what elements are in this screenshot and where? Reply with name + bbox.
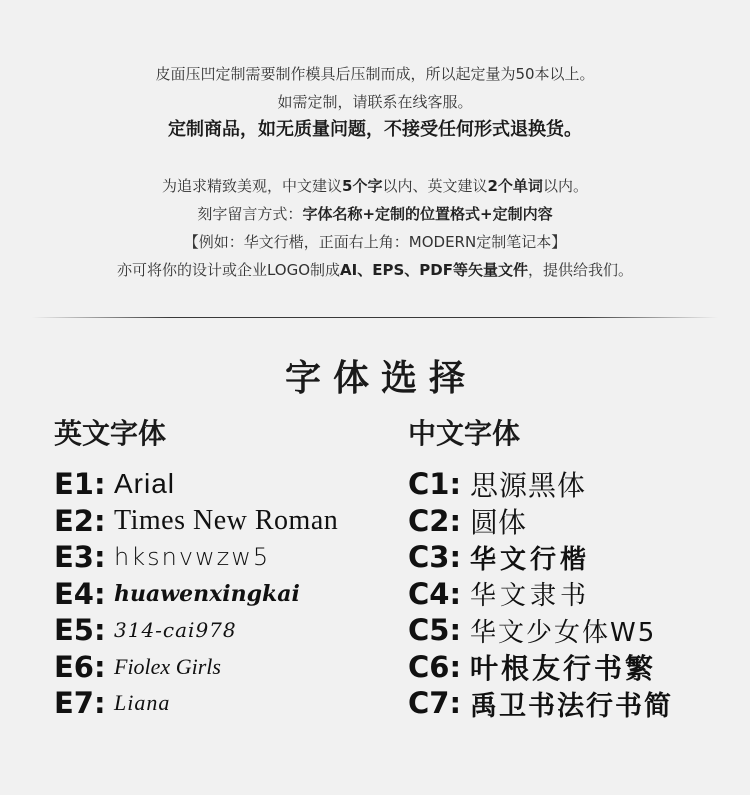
font-option-c2 — [408, 503, 738, 540]
font-option-e7 — [54, 685, 384, 722]
notice-block-custom-order — [0, 64, 750, 142]
font-option-c5 — [408, 612, 738, 649]
notice-moq-line: 皮面压凹定制需要制作模具后压制而成，所以起定量为50本以上。 — [155, 65, 595, 83]
chinese-font-heading: 中文字体 — [408, 417, 521, 450]
font-sample: huawenxingkai — [114, 580, 300, 607]
font-sample: 圆体 — [470, 505, 527, 539]
font-option-c4 — [408, 576, 738, 613]
text-emphasis: 字体名称+定制的位置格式+定制内容 — [302, 205, 553, 223]
font-sample: 314-cai978 — [114, 618, 237, 643]
font-option-e1 — [54, 466, 384, 503]
font-sample: Times New Roman — [114, 504, 339, 536]
font-option-c3 — [408, 539, 738, 576]
font-option-e2 — [54, 503, 384, 540]
font-code: E2: — [54, 503, 106, 538]
text-fragment: 亦可将你的设计或企业LOGO制成 — [116, 261, 341, 279]
notice-format-line — [0, 204, 750, 224]
text-fragment: ，提供给我们。 — [527, 261, 633, 279]
font-code: E4: — [54, 576, 106, 611]
notice-no-return-line: 定制商品，如无质量问题，不接受任何形式退换货。 — [168, 119, 582, 140]
font-code: C2: — [408, 503, 462, 538]
font-code: C7: — [408, 686, 462, 721]
text-emphasis: AI、EPS、PDF等矢量文件 — [340, 261, 528, 279]
font-code: C3: — [408, 540, 462, 575]
font-option-e5 — [54, 612, 384, 649]
notice-logo-line — [0, 260, 750, 280]
font-option-e3 — [54, 539, 384, 576]
font-sample: 思源黑体 — [470, 469, 587, 503]
font-sample: Liana — [114, 690, 171, 716]
text-fragment: 以内、英文建议 — [382, 177, 488, 195]
font-sample: 叶根友行书繁 — [470, 651, 657, 685]
english-font-heading: 英文字体 — [54, 417, 167, 450]
font-code: C1: — [408, 467, 462, 502]
font-option-c7 — [408, 685, 738, 722]
text-fragment: 为追求精致美观，中文建议 — [162, 177, 343, 195]
font-option-e4 — [54, 576, 384, 613]
font-option-c6 — [408, 649, 738, 686]
notice-length-line — [0, 176, 750, 196]
font-code: E6: — [54, 649, 106, 684]
font-code: E7: — [54, 686, 106, 721]
text-emphasis: 5个字 — [342, 177, 383, 195]
notice-contact-line: 如需定制，请联系在线客服。 — [277, 93, 473, 111]
english-font-list — [54, 416, 384, 722]
chinese-font-list — [408, 416, 738, 722]
font-sample: hksnvwzw5 — [114, 543, 271, 572]
font-option-c1 — [408, 466, 738, 503]
font-option-e6 — [54, 649, 384, 686]
font-sample: 禹卫书法行书简 — [470, 690, 673, 722]
font-code: E5: — [54, 613, 106, 648]
notice-example-line: 【例如：华文行楷，正面右上角：MODERN定制笔记本】 — [183, 233, 567, 251]
notice-block-engraving — [0, 176, 750, 288]
text-fragment: 刻字留言方式： — [197, 205, 303, 223]
font-code: C5: — [408, 613, 462, 648]
section-divider — [32, 317, 718, 318]
font-code: E3: — [54, 540, 106, 575]
text-emphasis: 2个单词 — [487, 177, 543, 195]
section-title: 字体选择 — [284, 358, 477, 399]
font-sample: 华文少女体W5 — [470, 617, 657, 648]
font-sample: 华文行楷 — [470, 544, 591, 575]
font-sample: Arial — [114, 468, 176, 500]
text-fragment: 以内。 — [542, 177, 588, 195]
font-code: E1: — [54, 467, 106, 502]
font-code: C6: — [408, 649, 462, 684]
font-code: C4: — [408, 576, 462, 611]
font-sample: Fiolex Girls — [114, 653, 221, 679]
font-sample: 华文隶书 — [470, 581, 591, 612]
